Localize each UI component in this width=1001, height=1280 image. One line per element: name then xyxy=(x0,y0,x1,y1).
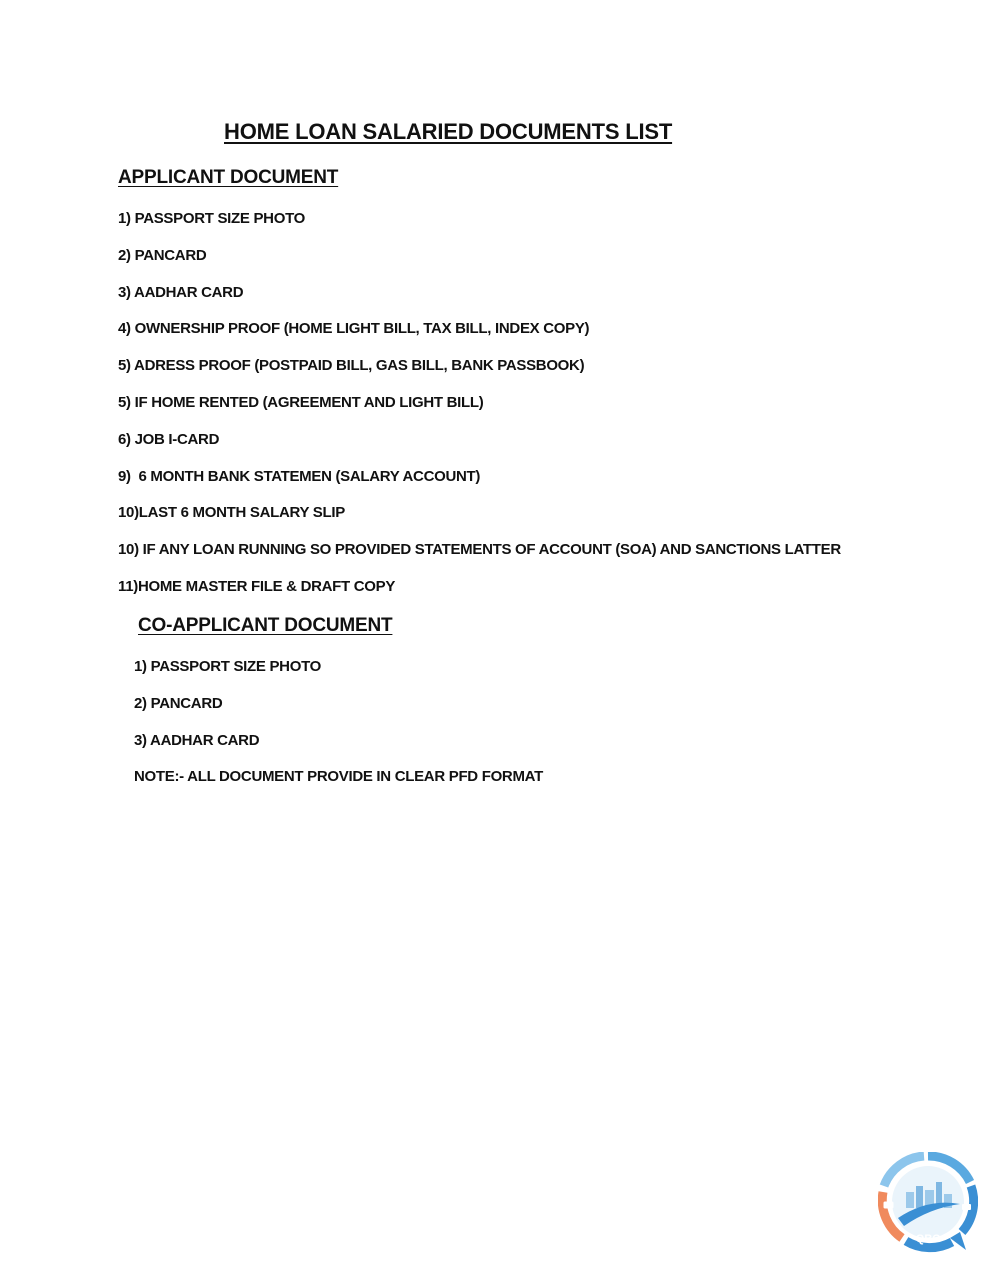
list-item: 2) PANCARD xyxy=(118,246,207,264)
list-item: 6) JOB I-CARD xyxy=(118,430,220,448)
qbc-logo xyxy=(878,1152,978,1256)
list-item: 5) ADRESS PROOF (POSTPAID BILL, GAS BILL, BANK PASSBOOK) xyxy=(118,357,585,375)
list-item: 10) IF ANY LOAN RUNNING SO PROVIDED STATEMENTS OF ACCOUNT (SOA) AND SANCTIONS LATTER xyxy=(118,541,841,559)
list-item: 3) AADHAR CARD xyxy=(118,283,244,301)
list-item: 11)HOME MASTER FILE & DRAFT COPY xyxy=(118,577,396,595)
logo-text: QBC xyxy=(915,1233,941,1245)
list-item: 5) IF HOME RENTED (AGREEMENT AND LIGHT BILL) xyxy=(118,393,484,411)
applicant-document-list xyxy=(118,209,841,614)
co-applicant-heading: CO-APPLICANT DOCUMENT xyxy=(138,615,393,636)
format-note: NOTE:- ALL DOCUMENT PROVIDE IN CLEAR PFD FORMAT xyxy=(134,768,543,785)
list-item: 2) PANCARD xyxy=(134,694,223,712)
list-item: 9) 6 MONTH BANK STATEMEN (SALARY ACCOUNT) xyxy=(118,467,481,485)
list-item: 1) PASSPORT SIZE PHOTO xyxy=(134,658,322,675)
qbc-logo-icon xyxy=(878,1152,978,1256)
document-title: HOME LOAN SALARIED DOCUMENTS LIST xyxy=(224,119,673,144)
co-applicant-document-list xyxy=(134,657,321,767)
applicant-heading: APPLICANT DOCUMENT xyxy=(118,167,339,188)
list-item: 3) AADHAR CARD xyxy=(134,731,260,749)
list-item: 10)LAST 6 MONTH SALARY SLIP xyxy=(118,504,345,522)
list-item: 1) PASSPORT SIZE PHOTO xyxy=(118,210,306,227)
list-item: 4) OWNERSHIP PROOF (HOME LIGHT BILL, TAX BILL, INDEX COPY) xyxy=(118,320,590,338)
